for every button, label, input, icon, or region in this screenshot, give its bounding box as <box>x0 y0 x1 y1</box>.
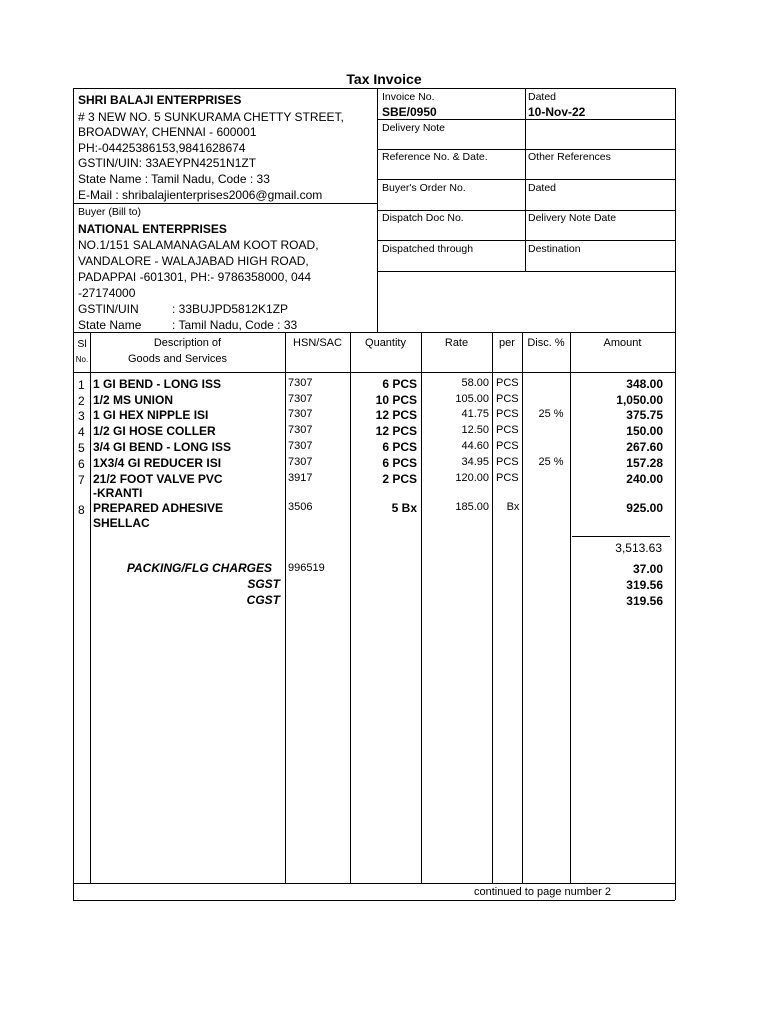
buyer-line: NO.1/151 SALAMANAGALAM KOOT ROAD, <box>78 238 319 252</box>
frame-left <box>73 88 74 900</box>
item-qty: 12 PCS <box>375 424 417 438</box>
seller-gstin: GSTIN/UIN: 33AEYPN4251N1ZT <box>78 156 257 170</box>
col-header-desc-2: Goods and Services <box>127 353 228 365</box>
invoice-title: Tax Invoice <box>346 71 422 87</box>
delivery-note-date-label: Delivery Note Date <box>528 212 617 224</box>
item-desc: 1/2 MS UNION <box>93 393 174 407</box>
col-header-sl: Sl <box>77 338 87 350</box>
item-desc: 1X3/4 GI REDUCER ISI <box>93 456 222 470</box>
item-qty: 10 PCS <box>375 393 417 407</box>
item-per: PCS <box>496 456 519 468</box>
buyer-name: NATIONAL ENTERPRISES <box>78 222 227 236</box>
item-desc-cont: -KRANTI <box>93 486 143 500</box>
buyer-label: Buyer (Bill to) <box>78 206 142 218</box>
charge-hsn: 996519 <box>288 562 325 574</box>
item-hsn: 3917 <box>288 472 313 484</box>
buyer-state-label: State Name <box>78 318 142 332</box>
seller-state: State Name : Tamil Nadu, Code : 33 <box>78 172 270 186</box>
item-sl: 6 <box>78 457 85 471</box>
cgst-label: CGST <box>246 593 280 607</box>
item-per: PCS <box>496 393 519 405</box>
buyer-gstin-value: : 33BUJPD5812K1ZP <box>172 302 289 316</box>
item-desc: PREPARED ADHESIVE <box>93 501 224 515</box>
col-header-hsn: HSN/SAC <box>293 337 342 349</box>
item-qty: 12 PCS <box>375 408 417 422</box>
item-amount: 1,050.00 <box>616 393 663 407</box>
destination-label: Destination <box>528 243 581 255</box>
seller-line: BROADWAY, CHENNAI - 600001 <box>78 125 257 139</box>
delivery-note-label: Delivery Note <box>382 122 446 134</box>
seller-line: # 3 NEW NO. 5 SUNKURAMA CHETTY STREET, <box>78 110 344 124</box>
dated-label: Dated <box>528 91 557 103</box>
seller-name: SHRI BALAJI ENTERPRISES <box>78 93 242 107</box>
item-rate: 44.60 <box>461 440 489 452</box>
dated-value: 10-Nov-22 <box>528 105 586 119</box>
col-sl <box>90 332 91 883</box>
continued-note: continued to page number 2 <box>474 886 611 898</box>
item-desc-cont: SHELLAC <box>93 516 150 530</box>
item-sl: 8 <box>78 503 85 517</box>
item-amount: 925.00 <box>626 501 663 515</box>
item-qty: 6 PCS <box>382 377 417 391</box>
item-hsn: 7307 <box>288 393 313 405</box>
meta-rule-6 <box>377 271 675 272</box>
item-disc: 25 % <box>538 408 564 420</box>
sgst-label: SGST <box>247 577 280 591</box>
col-header-qty: Quantity <box>365 337 406 349</box>
item-amount: 157.28 <box>626 456 663 470</box>
col-header-amount: Amount <box>603 337 642 349</box>
item-per: Bx <box>506 501 520 513</box>
item-per: PCS <box>496 377 519 389</box>
item-sl: 3 <box>78 409 85 423</box>
table-bottom-rule <box>73 883 675 884</box>
item-amount: 267.60 <box>626 440 663 454</box>
item-amount: 375.75 <box>626 408 663 422</box>
meta-rule-1 <box>377 119 675 120</box>
invoice-no-label: Invoice No. <box>382 91 435 103</box>
other-references-label: Other References <box>528 151 611 163</box>
item-amount: 150.00 <box>626 424 663 438</box>
item-sl: 4 <box>78 425 85 439</box>
item-hsn: 7307 <box>288 408 313 420</box>
item-hsn: 3506 <box>288 501 313 513</box>
item-hsn: 7307 <box>288 456 313 468</box>
seller-line: PH:-04425386153,9841628674 <box>78 141 246 155</box>
item-qty: 5 Bx <box>391 501 417 515</box>
item-amount: 240.00 <box>626 472 663 486</box>
item-desc: 1 GI HEX NIPPLE ISI <box>93 408 209 422</box>
buyer-line: VANDALORE - WALAJABAD HIGH ROAD, <box>78 254 309 268</box>
meta-rule-3 <box>377 179 675 180</box>
item-hsn: 7307 <box>288 424 313 436</box>
item-qty: 6 PCS <box>382 440 417 454</box>
item-rate: 58.00 <box>461 377 489 389</box>
meta-rule-5 <box>377 240 675 241</box>
frame-right <box>675 88 676 900</box>
subtotal-amount: 3,513.63 <box>615 541 662 555</box>
col-header-rate: Rate <box>444 337 469 349</box>
item-rate: 105.00 <box>455 393 489 405</box>
subtotal-rule <box>572 536 670 537</box>
table-top-rule <box>73 332 675 333</box>
seller-buyer-rule <box>73 203 377 204</box>
item-amount: 348.00 <box>626 377 663 391</box>
buyer-gstin-label: GSTIN/UIN <box>78 302 139 316</box>
item-rate: 12.50 <box>461 424 489 436</box>
buyer-state-value: : Tamil Nadu, Code : 33 <box>172 318 298 332</box>
sgst-amount: 319.56 <box>626 578 663 592</box>
item-per: PCS <box>496 472 519 484</box>
item-desc: 21/2 FOOT VALVE PVC <box>93 472 223 486</box>
meta-rule-2 <box>377 149 675 150</box>
charge-label: PACKING/FLG CHARGES <box>126 561 272 575</box>
buyer-line: -27174000 <box>78 286 136 300</box>
meta-rule-4 <box>377 210 675 211</box>
item-desc: 1/2 GI HOSE COLLER <box>93 424 216 438</box>
dispatch-doc-label: Dispatch Doc No. <box>382 212 464 224</box>
reference-label: Reference No. & Date. <box>382 151 488 163</box>
frame-top <box>73 88 675 89</box>
col-desc <box>285 332 286 883</box>
col-header-sl-no: No. <box>75 355 89 364</box>
item-desc: 3/4 GI BEND - LONG ISS <box>93 440 232 454</box>
item-sl: 2 <box>78 394 85 408</box>
seller-email: E-Mail : shribalajienterprises2006@gmail.com <box>78 188 323 202</box>
item-desc: 1 GI BEND - LONG ISS <box>93 377 222 391</box>
item-qty: 2 PCS <box>382 472 417 486</box>
item-rate: 41.75 <box>461 408 489 420</box>
item-sl: 1 <box>78 378 85 392</box>
item-hsn: 7307 <box>288 440 313 452</box>
col-header-desc: Description of <box>153 337 222 349</box>
item-rate: 120.00 <box>455 472 489 484</box>
charge-amount: 37.00 <box>632 562 663 576</box>
item-sl: 5 <box>78 441 85 455</box>
item-disc: 25 % <box>538 456 564 468</box>
col-header-disc: Disc. % <box>527 337 565 349</box>
item-rate: 34.95 <box>461 456 489 468</box>
buyer-line: PADAPPAI -601301, PH:- 9786358000, 044 <box>78 270 312 284</box>
item-per: PCS <box>496 408 519 420</box>
col-header-per: per <box>499 337 515 349</box>
cgst-amount: 319.56 <box>626 594 663 608</box>
frame-bottom <box>73 900 675 901</box>
col-rate <box>492 332 493 883</box>
dated2-label: Dated <box>528 182 557 194</box>
dispatched-through-label: Dispatched through <box>382 243 474 255</box>
item-rate: 185.00 <box>455 501 489 513</box>
item-hsn: 7307 <box>288 377 313 389</box>
invoice-no-value: SBE/0950 <box>382 105 437 119</box>
item-qty: 6 PCS <box>382 456 417 470</box>
item-per: PCS <box>496 440 519 452</box>
buyers-order-label: Buyer's Order No. <box>382 182 466 194</box>
item-sl: 7 <box>78 473 85 487</box>
table-header-rule <box>73 372 675 373</box>
item-per: PCS <box>496 424 519 436</box>
